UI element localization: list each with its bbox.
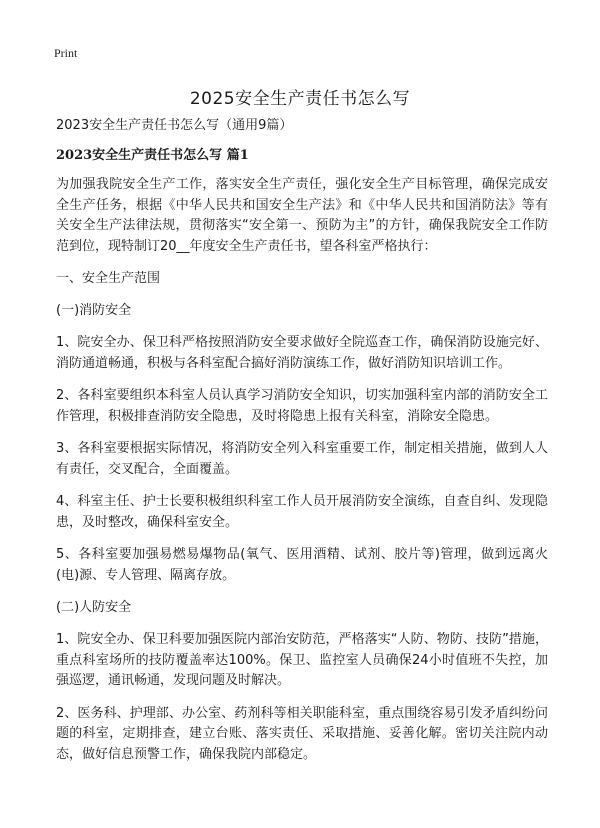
document-subtitle: 2023安全生产责任书怎么写（通用9篇） <box>56 118 293 133</box>
fire-item-5: 5、各科室要加强易燃易爆物品(氧气、医用酒精、试剂、胶片等)管理，做到远离火(电)源、专人管理、隔离存放。 <box>56 547 548 583</box>
civil-item-2: 2、医务科、护理部、办公室、药剂科等相关职能科室，重点围绕容易引发矛盾纠纷问题的科室，定期排查，建立台账、落实责任、采取措施、妥善化解。密切关注院内动态，做好信息预警工作，确保我院内部稳定。 <box>56 705 548 762</box>
page-title: 2025安全生产责任书怎么写 <box>189 89 411 109</box>
subheading-fire-safety: (一)消防安全 <box>56 303 132 318</box>
document-body <box>56 116 548 777</box>
intro-paragraph: 为加强我院安全生产工作，落实安全生产责任，强化安全生产目标管理，确保完成安全生产任务，根据《中华人民共和国安全生产法》和《中华人民共和国消防法》等有关安全生产法律法规，贯彻落实“安全第一、预防为主”的方针，确保我院安全工作防范到位，现特制订20__年度安全生产责任书，望各科室严格执行： <box>56 177 548 254</box>
fire-item-4: 4、科室主任、护士长要积极组织科室工作人员开展消防安全演练，自查自纠、发现隐患，及时整改，确保科室安全。 <box>56 494 548 530</box>
fire-item-3: 3、各科室要根据实际情况，将消防安全列入科室重要工作，制定相关措施，做到人人有责任，交叉配合，全面覆盖。 <box>56 441 548 477</box>
subheading-civil-safety: (二)人防安全 <box>56 600 132 615</box>
section-title: 2023安全生产责任书怎么写 篇1 <box>56 148 249 163</box>
fire-item-1: 1、院安全办、保卫科严格按照消防安全要求做好全院巡查工作，确保消防设施完好、消防通道畅通，积极与各科室配合搞好消防演练工作，做好消防知识培训工作。 <box>56 335 548 371</box>
fire-item-2: 2、各科室要组织本科室人员认真学习消防安全知识，切实加强科室内部的消防安全工作管理，积极排查消防安全隐患，及时将隐患上报有关科室，消除安全隐患。 <box>56 388 548 424</box>
civil-item-1: 1、院安全办、保卫科要加强医院内部治安防范，严格落实“人防、物防、技防”措施，重点科室场所的技防覆盖率达100%。保卫、监控室人员确保24小时值班不失控，加强巡逻，通讯畅通，发现问题及时解决。 <box>56 632 548 688</box>
heading-safety-scope: 一、安全生产范围 <box>56 271 161 286</box>
print-link[interactable]: Print <box>54 46 78 60</box>
